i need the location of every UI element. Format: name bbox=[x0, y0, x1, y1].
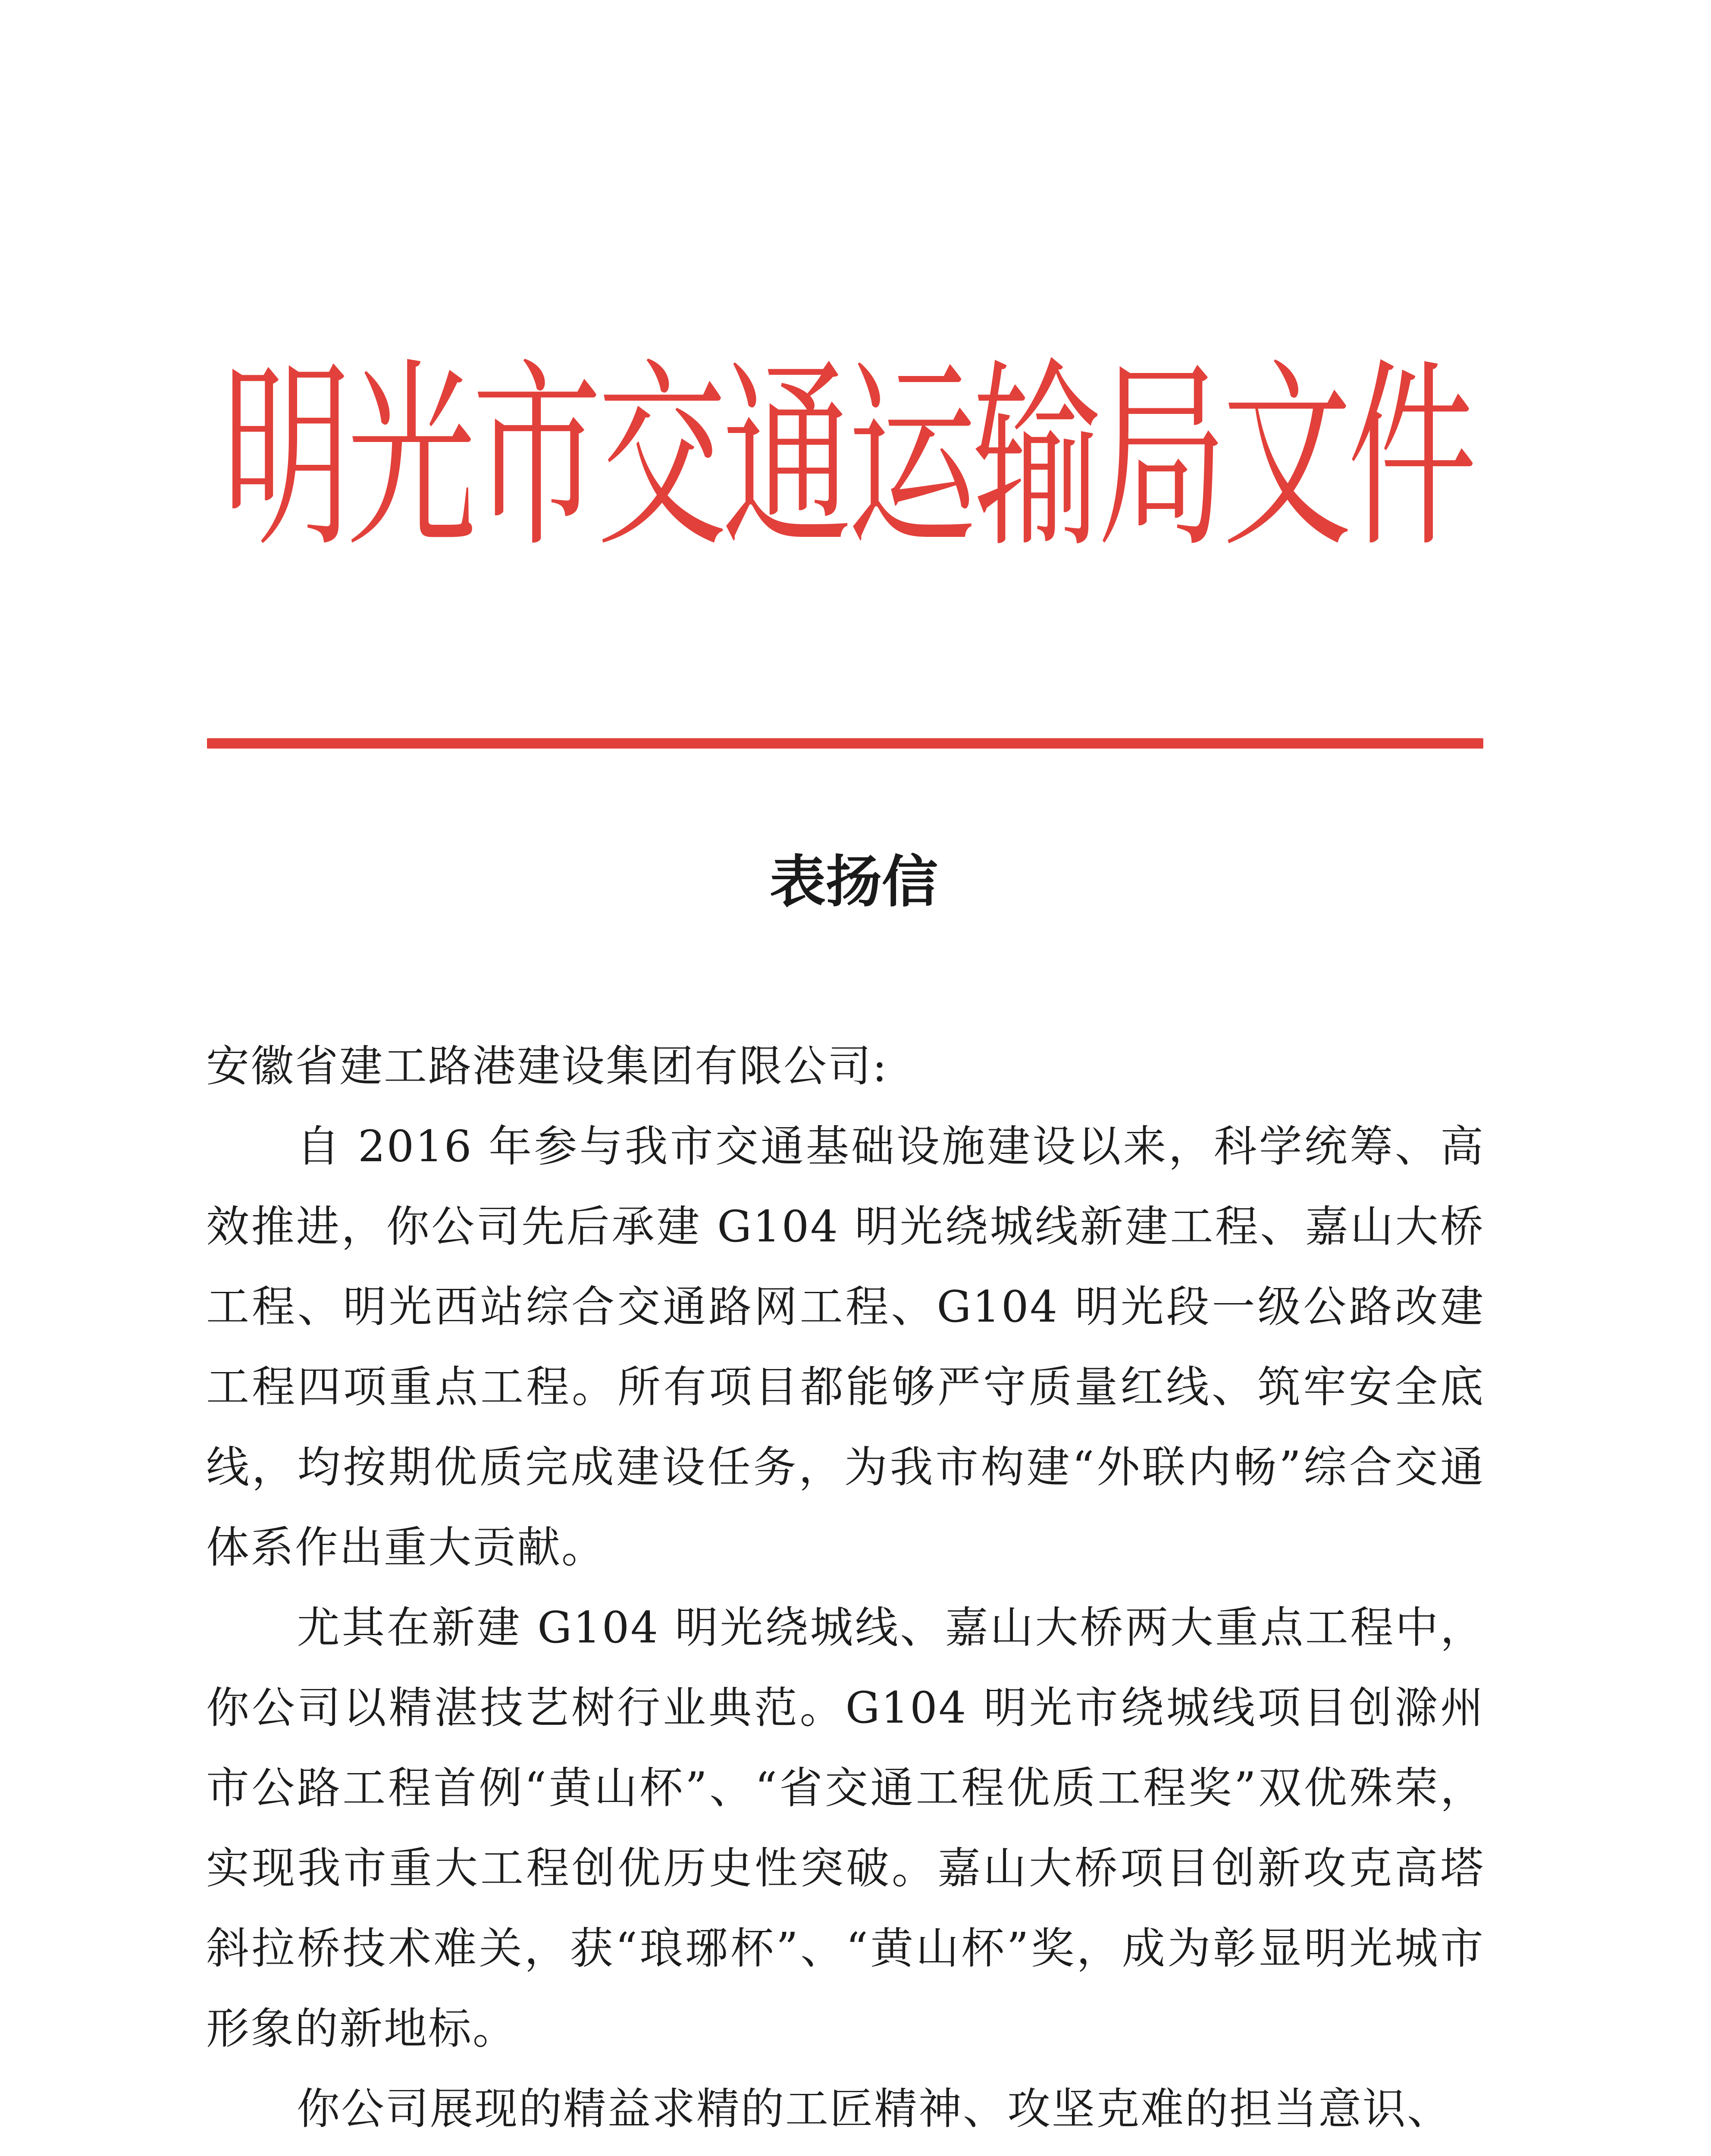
letter-body bbox=[206, 1026, 1485, 2149]
body-paragraph: 自 2016 年参与我市交通基础设施建设以来，科学统筹、高效推进，你公司先后承建 G104 明光绕城线新建工程、嘉山大桥工程、明光西站综合交通路网工程、G104 明光段一级公路改建工程四项重点工程。所有项目都能够严守质量红线、筑牢安全底线，均按期优质完成建设任务，为我市构建“外联内畅”综合交通体系作出重大贡献。 bbox=[206, 1121, 1485, 1573]
addressee-line: 安徽省建工路港建设集团有限公司: bbox=[206, 1041, 888, 1091]
red-header-divider bbox=[207, 738, 1483, 749]
body-paragraph: 你公司展现的精益求精的工匠精神、攻坚克难的担当意识、 bbox=[297, 2084, 1451, 2134]
document-title: 表扬信 bbox=[769, 849, 938, 915]
body-paragraph: 尤其在新建 G104 明光绕城线、嘉山大桥两大重点工程中，你公司以精湛技艺树行业典范。G104 明光市绕城线项目创滁州市公路工程首例“黄山杯”、“省交通工程优质工程奖”双优殊荣，实现我市重大工程创优历史性突破。嘉山大桥项目创新攻克高塔斜拉桥技术难关，获“琅琊杯”、“黄山杯”奖，成为彰显明光城市形象的新地标。 bbox=[206, 1602, 1485, 2054]
issuing-authority-header: 明光市交通运输局文件 bbox=[222, 341, 1473, 575]
